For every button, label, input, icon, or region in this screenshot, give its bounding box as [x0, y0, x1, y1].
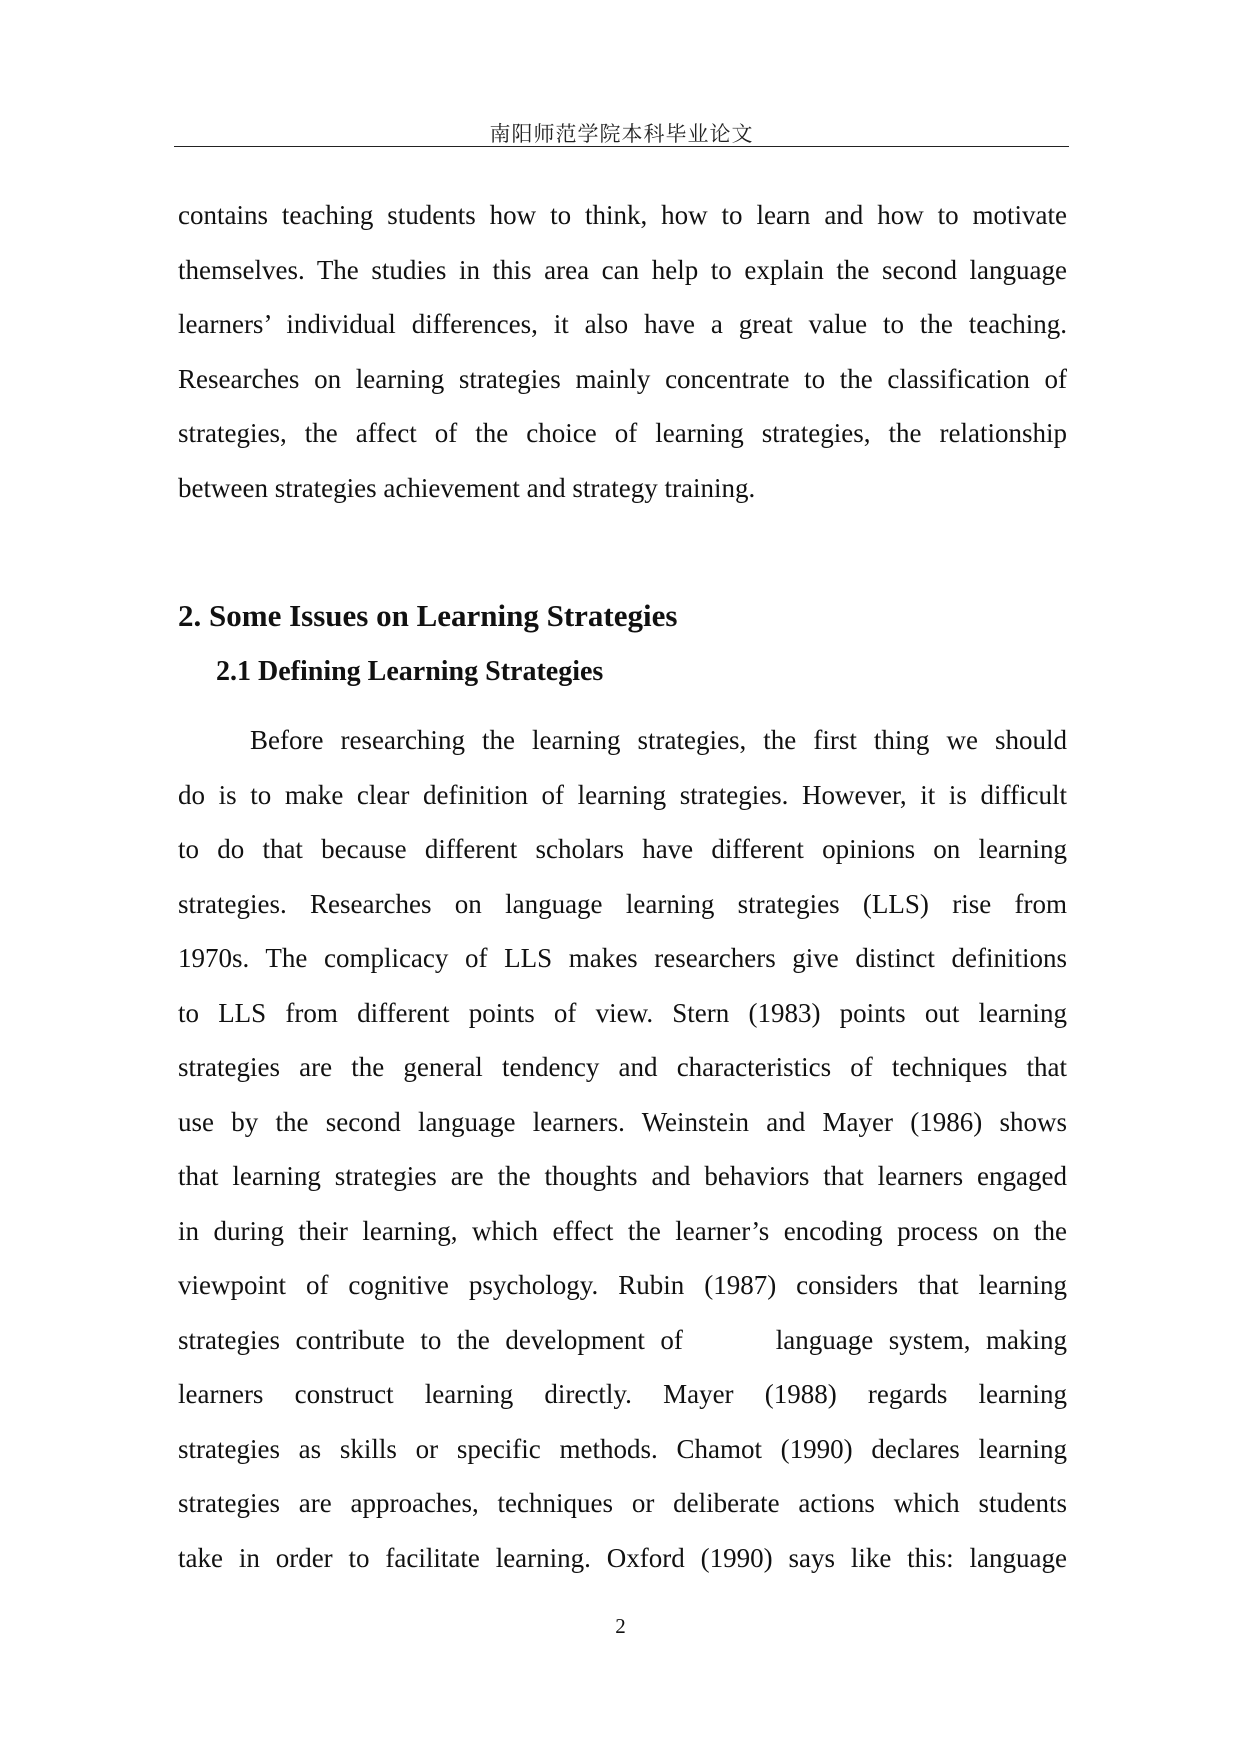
paragraph-line: Researches on learning strategies mainly concentrate to the classification of — [178, 363, 1067, 394]
intro-paragraph — [178, 188, 1067, 515]
paragraph-line: take in order to facilitate learning. Oxford (1990) says like this: language — [178, 1542, 1067, 1573]
paragraph-line: between strategies achievement and strategy training. — [178, 472, 756, 503]
paragraph-line: strategies, the affect of the choice of learning strategies, the relationship — [178, 418, 1067, 448]
paragraph-line: strategies are the general tendency and characteristics of techniques that — [178, 1052, 1067, 1082]
paragraph-line: strategies as skills or specific methods. Chamot (1990) declares learning — [178, 1433, 1067, 1464]
paragraph-line-text: Before researching the learning strategies, the first thing we should — [250, 725, 1067, 755]
paragraph-line: learners’ individual differences, it also have a great value to the teaching. — [178, 309, 1067, 339]
paragraph-first-line — [178, 713, 1067, 768]
header-rule — [174, 146, 1069, 147]
subsection-heading: 2.1 Defining Learning Strategies — [216, 656, 604, 687]
paragraph-line: themselves. The studies in this area can help to explain the second language — [178, 254, 1067, 285]
page-number: 2 — [615, 1614, 626, 1638]
definition-paragraph — [178, 713, 1067, 1585]
paragraph-line: strategies contribute to the development of language system, making — [178, 1324, 1067, 1355]
paragraph-line: to LLS from different points of view. Stern (1983) points out learning — [178, 997, 1067, 1028]
paragraph-line: use by the second language learners. Weinstein and Mayer (1986) shows — [178, 1106, 1067, 1137]
running-header: 南阳师范学院本科毕业论文 — [489, 122, 754, 146]
paragraph-line: viewpoint of cognitive psychology. Rubin (1987) considers that learning — [178, 1270, 1067, 1300]
paragraph-line: in during their learning, which effect the learner’s encoding process on the — [178, 1215, 1067, 1246]
paragraph-line: 1970s. The complicacy of LLS makes researchers give distinct definitions — [178, 943, 1067, 973]
paragraph-line: learners construct learning directly. Mayer (1988) regards learning — [178, 1379, 1067, 1409]
paragraph-line: strategies. Researches on language learning strategies (LLS) rise from — [178, 888, 1067, 919]
paragraph-line: contains teaching students how to think, how to learn and how to motivate — [178, 200, 1067, 230]
section-heading: 2. Some Issues on Learning Strategies — [178, 598, 678, 633]
paragraph-line: that learning strategies are the thoughts and behaviors that learners engaged — [178, 1161, 1067, 1191]
paragraph-line: strategies are approaches, techniques or deliberate actions which students — [178, 1488, 1067, 1518]
paragraph-line: do is to make clear definition of learning strategies. However, it is difficult — [178, 779, 1067, 810]
paragraph-line: to do that because different scholars have different opinions on learning — [178, 834, 1067, 864]
